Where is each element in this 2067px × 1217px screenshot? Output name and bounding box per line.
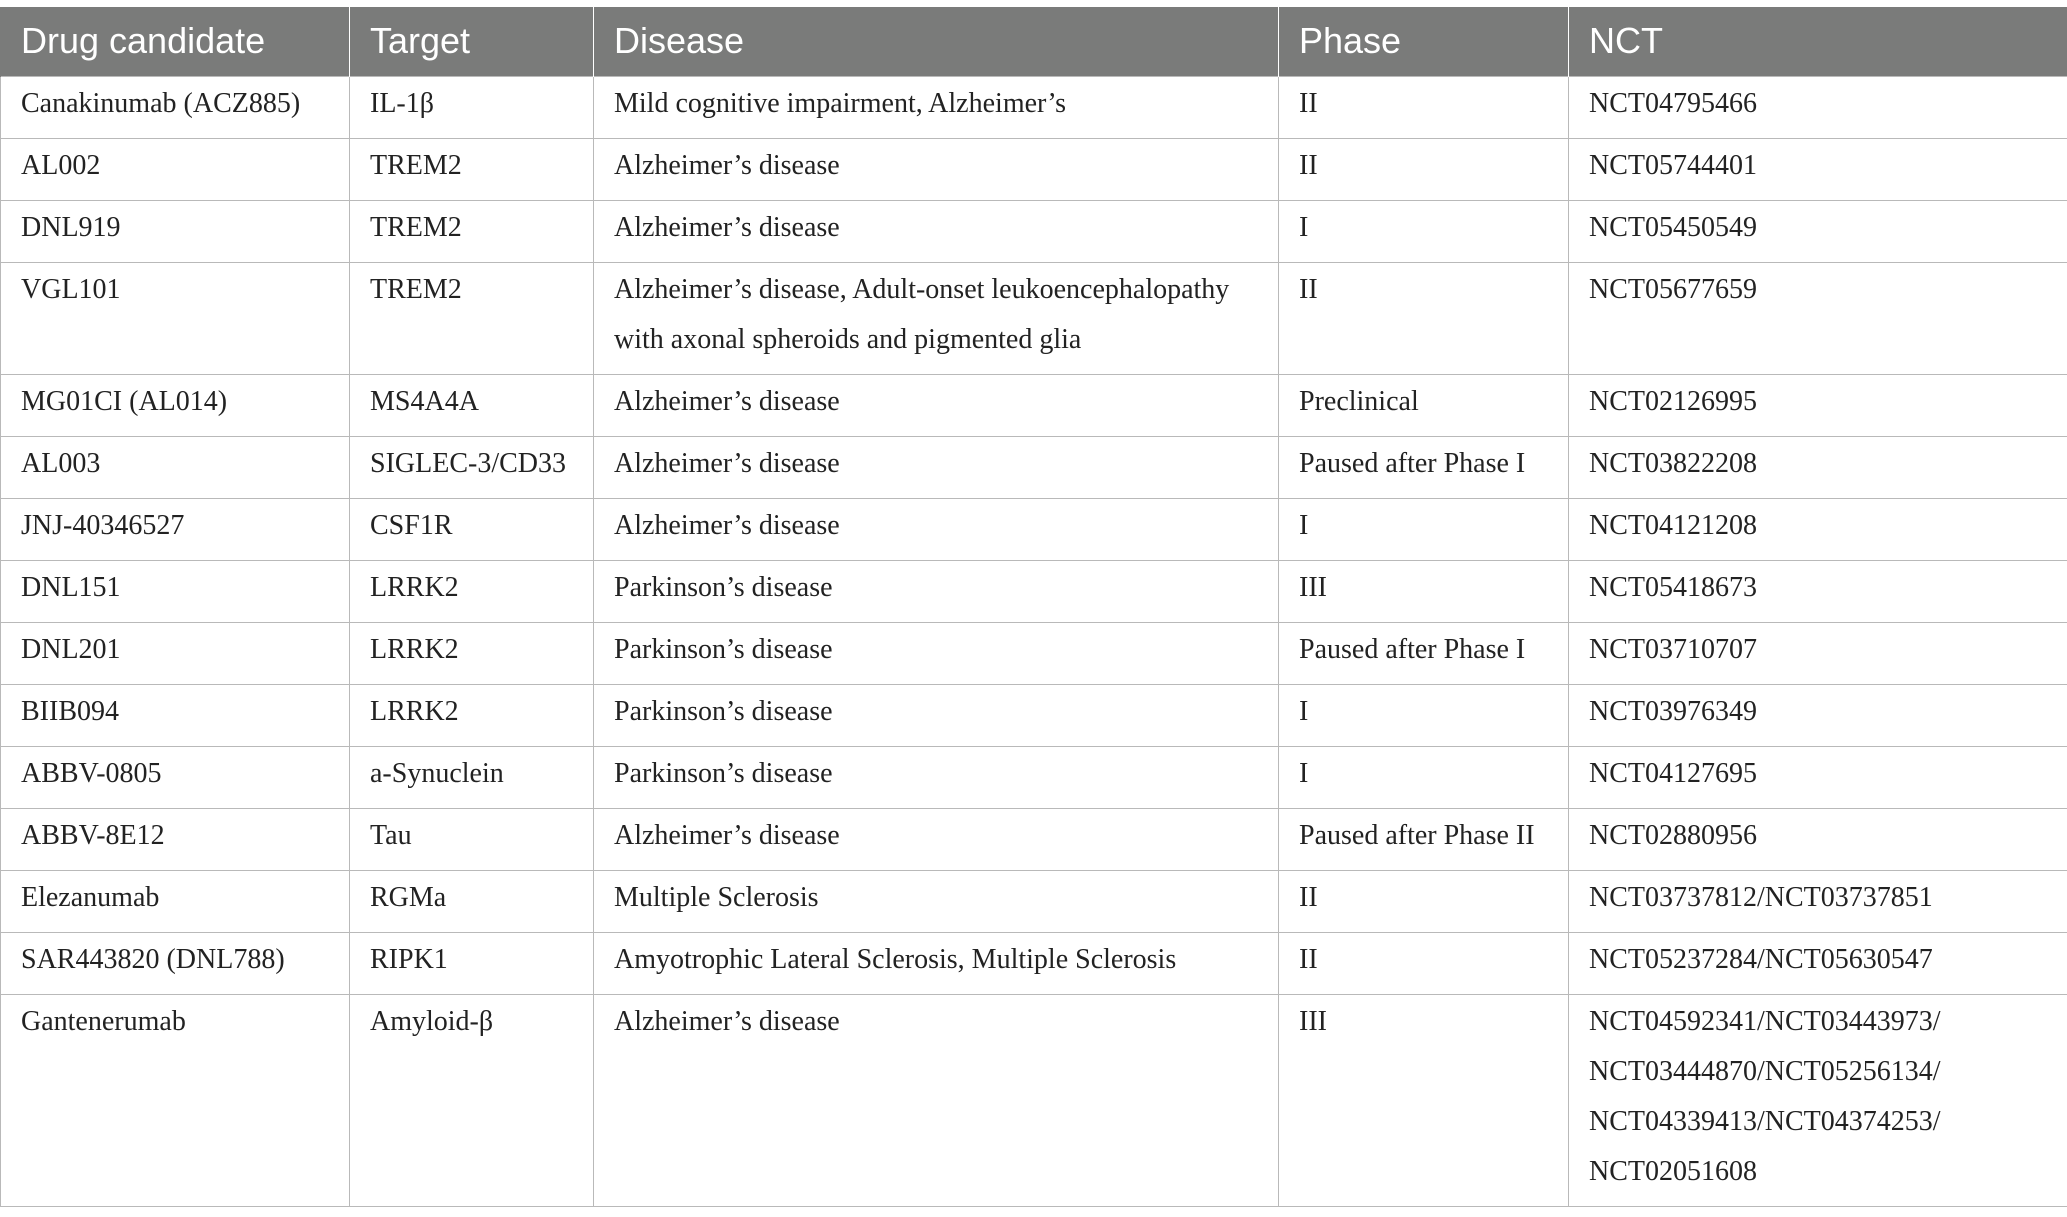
cell-nct xyxy=(1569,560,2067,622)
cell-nct xyxy=(1569,138,2067,200)
cell-nct-line: NCT05744401 xyxy=(1589,149,1757,181)
table-row xyxy=(1,932,2067,994)
table-row xyxy=(1,808,2067,870)
cell-nct-line: NCT03822208 xyxy=(1589,447,1757,479)
cell-nct-lines xyxy=(1589,563,2053,613)
cell-disease-lines xyxy=(614,811,1264,861)
header-target: Target xyxy=(350,7,594,76)
cell-phase xyxy=(1279,870,1569,932)
cell-phase-text: III xyxy=(1299,571,1327,603)
cell-drug-candidate xyxy=(1,622,350,684)
cell-nct-line: NCT04795466 xyxy=(1589,87,1757,119)
cell-nct xyxy=(1569,622,2067,684)
cell-drug-candidate-text: VGL101 xyxy=(21,273,121,305)
table-row xyxy=(1,622,2067,684)
cell-disease-lines xyxy=(614,935,1264,985)
cell-disease-line: with axonal spheroids and pigmented glia xyxy=(614,323,1082,355)
table-row xyxy=(1,684,2067,746)
cell-drug-candidate xyxy=(1,870,350,932)
cell-phase xyxy=(1279,746,1569,808)
cell-nct-lines xyxy=(1589,377,2053,427)
cell-nct-lines xyxy=(1589,687,2053,737)
cell-drug-candidate xyxy=(1,262,350,374)
cell-nct-line: NCT03737812/NCT03737851 xyxy=(1589,881,1933,913)
cell-nct-lines xyxy=(1589,203,2053,253)
cell-drug-candidate xyxy=(1,746,350,808)
cell-disease-line: Parkinson’s disease xyxy=(614,757,833,789)
cell-target-text: RIPK1 xyxy=(370,943,448,975)
cell-phase-text: III xyxy=(1299,1005,1327,1037)
cell-nct xyxy=(1569,374,2067,436)
cell-nct xyxy=(1569,932,2067,994)
cell-disease-lines xyxy=(614,377,1264,427)
cell-disease-lines xyxy=(614,141,1264,191)
cell-drug-candidate-text: SAR443820 (DNL788) xyxy=(21,943,285,975)
cell-target-text: MS4A4A xyxy=(370,385,479,417)
cell-drug-candidate-text: ABBV-8E12 xyxy=(21,819,165,851)
cell-nct-line: NCT03710707 xyxy=(1589,633,1757,665)
cell-phase-text: Paused after Phase I xyxy=(1299,447,1526,479)
cell-disease xyxy=(594,138,1279,200)
cell-disease-line: Alzheimer’s disease xyxy=(614,149,840,181)
cell-nct-lines xyxy=(1589,439,2053,489)
cell-target-text: TREM2 xyxy=(370,273,462,305)
cell-target xyxy=(350,994,594,1206)
cell-target xyxy=(350,498,594,560)
cell-drug-candidate-text: JNJ-40346527 xyxy=(21,509,185,541)
cell-nct-lines xyxy=(1589,141,2053,191)
cell-phase-text: II xyxy=(1299,87,1318,119)
cell-phase xyxy=(1279,932,1569,994)
cell-drug-candidate xyxy=(1,932,350,994)
cell-disease-line: Alzheimer’s disease xyxy=(614,211,840,243)
cell-nct-line: NCT05237284/NCT05630547 xyxy=(1589,943,1933,975)
cell-target xyxy=(350,684,594,746)
cell-nct xyxy=(1569,200,2067,262)
header-nct: NCT xyxy=(1569,7,2067,76)
cell-disease xyxy=(594,684,1279,746)
cell-target xyxy=(350,76,594,138)
cell-drug-candidate-text: AL003 xyxy=(21,447,101,479)
cell-target xyxy=(350,138,594,200)
header-disease: Disease xyxy=(594,7,1279,76)
cell-drug-candidate-text: Gantenerumab xyxy=(21,1005,186,1037)
cell-phase xyxy=(1279,200,1569,262)
cell-target-text: LRRK2 xyxy=(370,695,459,727)
cell-disease-lines xyxy=(614,439,1264,489)
table-row xyxy=(1,76,2067,138)
cell-phase-text: I xyxy=(1299,757,1309,789)
cell-disease-line: Parkinson’s disease xyxy=(614,571,833,603)
cell-target xyxy=(350,808,594,870)
cell-drug-candidate xyxy=(1,76,350,138)
cell-drug-candidate-text: DNL151 xyxy=(21,571,121,603)
cell-drug-candidate xyxy=(1,808,350,870)
cell-drug-candidate-text: AL002 xyxy=(21,149,101,181)
cell-disease-line: Alzheimer’s disease xyxy=(614,509,840,541)
cell-phase xyxy=(1279,436,1569,498)
cell-nct-line: NCT02880956 xyxy=(1589,819,1757,851)
cell-nct-lines xyxy=(1589,265,2053,315)
cell-phase xyxy=(1279,622,1569,684)
cell-nct xyxy=(1569,870,2067,932)
table-row xyxy=(1,374,2067,436)
cell-target-text: CSF1R xyxy=(370,509,453,541)
cell-target xyxy=(350,746,594,808)
cell-target xyxy=(350,870,594,932)
cell-disease-line: Alzheimer’s disease xyxy=(614,1005,840,1037)
cell-target xyxy=(350,932,594,994)
cell-disease xyxy=(594,560,1279,622)
cell-nct-lines xyxy=(1589,935,2053,985)
cell-disease-line: Multiple Sclerosis xyxy=(614,881,819,913)
cell-disease xyxy=(594,932,1279,994)
cell-disease xyxy=(594,200,1279,262)
cell-drug-candidate-text: Canakinumab (ACZ885) xyxy=(21,87,301,119)
cell-drug-candidate xyxy=(1,684,350,746)
cell-target xyxy=(350,374,594,436)
cell-target xyxy=(350,622,594,684)
cell-nct-line: NCT03444870/NCT05256134/ xyxy=(1589,1055,1941,1087)
cell-phase-text: Paused after Phase I xyxy=(1299,633,1526,665)
cell-drug-candidate xyxy=(1,374,350,436)
cell-phase xyxy=(1279,498,1569,560)
cell-disease xyxy=(594,622,1279,684)
cell-nct xyxy=(1569,498,2067,560)
cell-phase-text: II xyxy=(1299,273,1318,305)
header-row xyxy=(1,7,2067,76)
cell-nct-lines xyxy=(1589,997,2053,1197)
cell-nct xyxy=(1569,76,2067,138)
header-drug-candidate: Drug candidate xyxy=(1,7,350,76)
cell-disease-line: Parkinson’s disease xyxy=(614,633,833,665)
cell-disease-lines xyxy=(614,265,1264,365)
cell-phase xyxy=(1279,684,1569,746)
cell-disease-line: Alzheimer’s disease, Adult-onset leukoencephalopathy xyxy=(614,273,1230,305)
cell-nct-line: NCT04121208 xyxy=(1589,509,1757,541)
cell-disease xyxy=(594,808,1279,870)
drug-candidates-table xyxy=(0,7,2067,1207)
table-row xyxy=(1,560,2067,622)
cell-nct-line: NCT04592341/NCT03443973/ xyxy=(1589,1005,1941,1037)
table-body xyxy=(1,76,2067,1206)
cell-target-text: Amyloid-β xyxy=(370,1005,494,1037)
cell-disease xyxy=(594,262,1279,374)
cell-disease xyxy=(594,870,1279,932)
cell-disease-line: Alzheimer’s disease xyxy=(614,819,840,851)
cell-drug-candidate xyxy=(1,994,350,1206)
cell-phase xyxy=(1279,560,1569,622)
cell-disease-lines xyxy=(614,687,1264,737)
cell-nct xyxy=(1569,994,2067,1206)
cell-target xyxy=(350,436,594,498)
cell-disease xyxy=(594,994,1279,1206)
cell-nct-line: NCT02051608 xyxy=(1589,1155,1757,1187)
cell-phase-text: I xyxy=(1299,695,1309,727)
cell-phase xyxy=(1279,262,1569,374)
cell-phase xyxy=(1279,994,1569,1206)
cell-drug-candidate xyxy=(1,200,350,262)
cell-disease-line: Parkinson’s disease xyxy=(614,695,833,727)
cell-drug-candidate-text: DNL201 xyxy=(21,633,121,665)
table-row xyxy=(1,994,2067,1206)
cell-disease xyxy=(594,76,1279,138)
cell-nct-line: NCT05677659 xyxy=(1589,273,1757,305)
cell-drug-candidate-text: MG01CI (AL014) xyxy=(21,385,228,417)
cell-nct-line: NCT04339413/NCT04374253/ xyxy=(1589,1105,1941,1137)
cell-nct xyxy=(1569,808,2067,870)
cell-disease xyxy=(594,746,1279,808)
cell-target-text: RGMa xyxy=(370,881,447,913)
cell-disease xyxy=(594,436,1279,498)
cell-disease xyxy=(594,374,1279,436)
cell-nct-line: NCT04127695 xyxy=(1589,757,1757,789)
cell-disease-line: Mild cognitive impairment, Alzheimer’s xyxy=(614,87,1067,119)
cell-phase-text: II xyxy=(1299,149,1318,181)
cell-nct xyxy=(1569,436,2067,498)
cell-drug-candidate-text: BIIB094 xyxy=(21,695,119,727)
cell-nct-line: NCT05418673 xyxy=(1589,571,1757,603)
table-row xyxy=(1,436,2067,498)
cell-target-text: Tau xyxy=(370,819,412,851)
cell-disease-line: Amyotrophic Lateral Sclerosis, Multiple Sclerosis xyxy=(614,943,1177,975)
cell-disease-lines xyxy=(614,203,1264,253)
cell-drug-candidate-text: ABBV-0805 xyxy=(21,757,162,789)
cell-phase-text: I xyxy=(1299,211,1309,243)
cell-disease xyxy=(594,498,1279,560)
cell-nct-line: NCT05450549 xyxy=(1589,211,1757,243)
cell-phase-text: Paused after Phase II xyxy=(1299,819,1535,851)
cell-phase xyxy=(1279,76,1569,138)
cell-disease-lines xyxy=(614,749,1264,799)
table-header xyxy=(1,7,2067,76)
cell-nct xyxy=(1569,746,2067,808)
cell-nct-lines xyxy=(1589,811,2053,861)
cell-target-text: a-Synuclein xyxy=(370,757,504,789)
cell-disease-lines xyxy=(614,79,1264,129)
cell-drug-candidate-text: Elezanumab xyxy=(21,881,160,913)
cell-disease-lines xyxy=(614,997,1264,1047)
drug-candidates-table-wrapper xyxy=(0,7,2067,1207)
cell-nct-lines xyxy=(1589,625,2053,675)
cell-phase-text: Preclinical xyxy=(1299,385,1419,417)
cell-nct-lines xyxy=(1589,501,2053,551)
cell-phase-text: II xyxy=(1299,943,1318,975)
cell-target-text: LRRK2 xyxy=(370,633,459,665)
header-phase: Phase xyxy=(1279,7,1569,76)
cell-drug-candidate xyxy=(1,560,350,622)
cell-drug-candidate xyxy=(1,138,350,200)
cell-target xyxy=(350,200,594,262)
cell-nct-lines xyxy=(1589,873,2053,923)
cell-drug-candidate xyxy=(1,498,350,560)
table-row xyxy=(1,746,2067,808)
cell-disease-lines xyxy=(614,563,1264,613)
table-row xyxy=(1,138,2067,200)
cell-disease-lines xyxy=(614,625,1264,675)
cell-target xyxy=(350,262,594,374)
cell-phase xyxy=(1279,138,1569,200)
table-row xyxy=(1,870,2067,932)
cell-drug-candidate xyxy=(1,436,350,498)
cell-nct xyxy=(1569,262,2067,374)
cell-drug-candidate-text: DNL919 xyxy=(21,211,121,243)
table-row xyxy=(1,262,2067,374)
cell-nct-line: NCT02126995 xyxy=(1589,385,1757,417)
cell-phase-text: II xyxy=(1299,881,1318,913)
cell-nct xyxy=(1569,684,2067,746)
cell-disease-lines xyxy=(614,873,1264,923)
cell-target-text: LRRK2 xyxy=(370,571,459,603)
cell-phase xyxy=(1279,808,1569,870)
cell-phase-text: I xyxy=(1299,509,1309,541)
cell-disease-line: Alzheimer’s disease xyxy=(614,385,840,417)
cell-nct-lines xyxy=(1589,79,2053,129)
cell-disease-line: Alzheimer’s disease xyxy=(614,447,840,479)
cell-nct-line: NCT03976349 xyxy=(1589,695,1757,727)
cell-target-text: TREM2 xyxy=(370,211,462,243)
table-row xyxy=(1,498,2067,560)
cell-target-text: TREM2 xyxy=(370,149,462,181)
cell-target xyxy=(350,560,594,622)
table-row xyxy=(1,200,2067,262)
cell-target-text: SIGLEC-3/CD33 xyxy=(370,447,566,479)
cell-phase xyxy=(1279,374,1569,436)
cell-nct-lines xyxy=(1589,749,2053,799)
cell-target-text: IL-1β xyxy=(370,87,434,119)
cell-disease-lines xyxy=(614,501,1264,551)
